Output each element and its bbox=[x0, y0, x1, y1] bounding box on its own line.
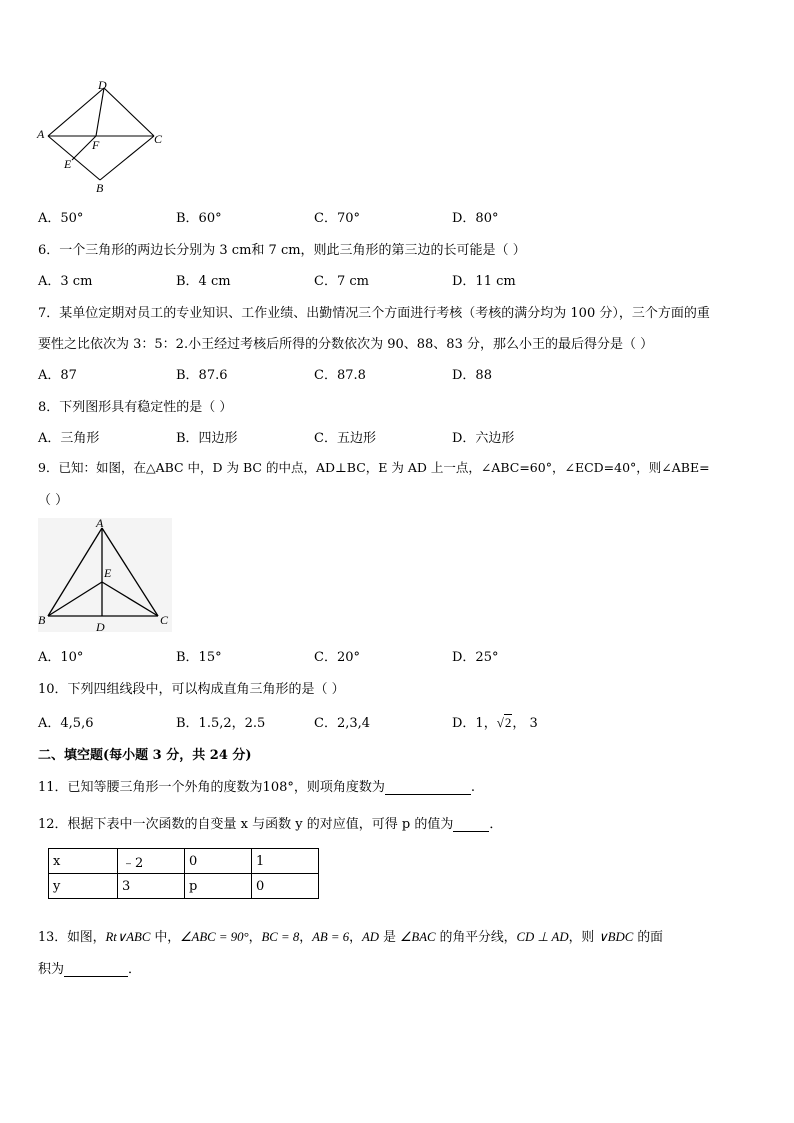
table-cell: 0 bbox=[185, 849, 252, 874]
q9-question-line2: （ ） bbox=[38, 493, 69, 508]
q13-sep3: ， bbox=[349, 930, 362, 945]
q9-option-d[interactable]: D．25° bbox=[452, 650, 499, 665]
q8-option-d[interactable]: D．六边形 bbox=[452, 431, 515, 446]
q7-option-a[interactable]: A．87 bbox=[38, 368, 77, 383]
table-row bbox=[49, 874, 319, 899]
q13-mid1: 中， bbox=[150, 930, 181, 945]
figure-rhombus bbox=[34, 76, 174, 200]
q8-question: 8．下列图形具有稳定性的是（ ） bbox=[38, 400, 233, 415]
q10-option-d-prefix: D．1， bbox=[452, 716, 497, 731]
q5-option-d[interactable]: D．80° bbox=[452, 211, 499, 226]
table-cell: p bbox=[185, 874, 252, 899]
table-cell: ﹣2 bbox=[118, 849, 185, 874]
q9-option-a[interactable]: A．10° bbox=[38, 650, 84, 665]
q5-option-a[interactable]: A．50° bbox=[38, 211, 84, 226]
q11-end: . bbox=[470, 780, 475, 795]
q6-option-a[interactable]: A．3 cm bbox=[38, 274, 93, 289]
q13-question-line2 bbox=[38, 958, 141, 977]
q13-mid3: 的角平分线， bbox=[435, 930, 517, 945]
q10-option-c[interactable]: C．2,3,4 bbox=[314, 716, 371, 731]
fig2-label-b: B bbox=[38, 613, 46, 627]
q13-mid5: 的面 bbox=[633, 930, 663, 945]
fig1-label-d: D bbox=[98, 78, 107, 92]
q13-bac: ∠BAC bbox=[399, 930, 436, 944]
q8-option-b[interactable]: B．四边形 bbox=[176, 431, 238, 446]
q10-question: 10．下列四组线段中，可以构成直角三角形的是（ ） bbox=[38, 682, 345, 697]
fig2-label-d: D bbox=[96, 620, 105, 634]
table-cell: 3 bbox=[118, 874, 185, 899]
q7-option-c[interactable]: C．87.8 bbox=[314, 368, 366, 383]
q8-option-a[interactable]: A．三角形 bbox=[38, 431, 100, 446]
fig1-label-e: E bbox=[64, 157, 72, 171]
sqrt-symbol: √2 bbox=[496, 715, 512, 730]
fig1-label-b: B bbox=[96, 181, 104, 195]
q13-prefix: 13．如图， bbox=[38, 930, 106, 945]
q11-text: 11．已知等腰三角形一个外角的度数为108°，则项角度数为 bbox=[38, 780, 385, 795]
q11-answer-blank[interactable] bbox=[385, 780, 471, 795]
fig1-label-a: A bbox=[37, 127, 45, 141]
section-fill-in-title: 二、填空题(每小题 3 分，共 24 分) bbox=[38, 748, 252, 763]
q12-question bbox=[38, 813, 502, 832]
q13-mid2: 是 bbox=[379, 930, 400, 945]
q13-mid4: ，则 bbox=[568, 930, 599, 945]
q13-line2: 积为 bbox=[38, 962, 65, 977]
q13-ab: AB = 6 bbox=[312, 930, 350, 944]
q13-end: ． bbox=[128, 962, 142, 977]
q10-option-d[interactable] bbox=[452, 712, 538, 731]
q10-option-d-sqrt: 2 bbox=[504, 715, 512, 730]
q10-option-d-suffix: ， 3 bbox=[512, 716, 538, 731]
q6-option-c[interactable]: C．7 cm bbox=[314, 274, 369, 289]
q13-ad: AD bbox=[361, 930, 379, 944]
q5-option-b[interactable]: B．60° bbox=[176, 211, 222, 226]
q13-sep2: ， bbox=[299, 930, 313, 945]
table-cell: y bbox=[49, 874, 118, 899]
q11-question bbox=[38, 776, 475, 795]
q7-question-line1: 7．某单位定期对员工的专业知识、工作业绩、出勤情况三个方面进行考核（考核的满分均为 100 分），三个方面的重 bbox=[38, 306, 710, 321]
q13-bc: BC = 8 bbox=[261, 930, 300, 944]
q13-rt-triangle: Rt∨ABC bbox=[105, 930, 151, 944]
q5-option-c[interactable]: C．70° bbox=[314, 211, 360, 226]
q6-option-b[interactable]: B．4 cm bbox=[176, 274, 231, 289]
fig1-label-f: F bbox=[92, 138, 100, 152]
q13-angle: ∠ABC = 90° bbox=[180, 930, 249, 944]
q10-option-b[interactable]: B．1.5,2，2.5 bbox=[176, 716, 266, 731]
table-cell: x bbox=[49, 849, 118, 874]
q12-text: 12．根据下表中一次函数的自变量 x 与函数 y 的对应值，可得 p 的值为 bbox=[38, 817, 454, 832]
q12-answer-blank[interactable] bbox=[453, 817, 489, 832]
q9-option-c[interactable]: C．20° bbox=[314, 650, 360, 665]
q13-perp: CD ⊥ AD bbox=[516, 930, 569, 944]
table-cell: 0 bbox=[252, 874, 319, 899]
fig2-label-c: C bbox=[160, 613, 169, 627]
fig1-label-c: C bbox=[154, 132, 163, 146]
q7-option-d[interactable]: D．88 bbox=[452, 368, 492, 383]
q12-end: ． bbox=[489, 817, 503, 832]
q13-question-line1 bbox=[38, 926, 663, 945]
q9-question-line1: 9．已知：如图，在△ABC 中，D 为 BC 的中点，AD⊥BC，E 为 AD 上一点，∠ABC=60°，∠ECD=40°，则∠ABE= bbox=[38, 460, 710, 475]
table-row bbox=[49, 849, 319, 874]
q7-question-line2: 要性之比依次为 3：5：2.小王经过考核后所得的分数依次为 90、88、83 分，那么小王的最后得分是（ ） bbox=[38, 337, 654, 352]
fig2-label-e: E bbox=[104, 566, 112, 580]
q8-option-c[interactable]: C．五边形 bbox=[314, 431, 376, 446]
q7-option-b[interactable]: B．87.6 bbox=[176, 368, 228, 383]
fig2-label-a: A bbox=[96, 516, 104, 530]
q13-answer-blank[interactable] bbox=[64, 962, 128, 977]
q10-option-a[interactable]: A．4,5,6 bbox=[38, 716, 94, 731]
table-cell: 1 bbox=[252, 849, 319, 874]
q13-bdc: ∨BDC bbox=[598, 930, 634, 944]
q13-sep1: ， bbox=[248, 930, 262, 945]
q9-option-b[interactable]: B．15° bbox=[176, 650, 222, 665]
q6-option-d[interactable]: D．11 cm bbox=[452, 274, 516, 289]
q12-value-table bbox=[48, 848, 319, 899]
q6-question: 6．一个三角形的两边长分别为 3 cm和 7 cm，则此三角形的第三边的长可能是（ ） bbox=[38, 243, 526, 258]
